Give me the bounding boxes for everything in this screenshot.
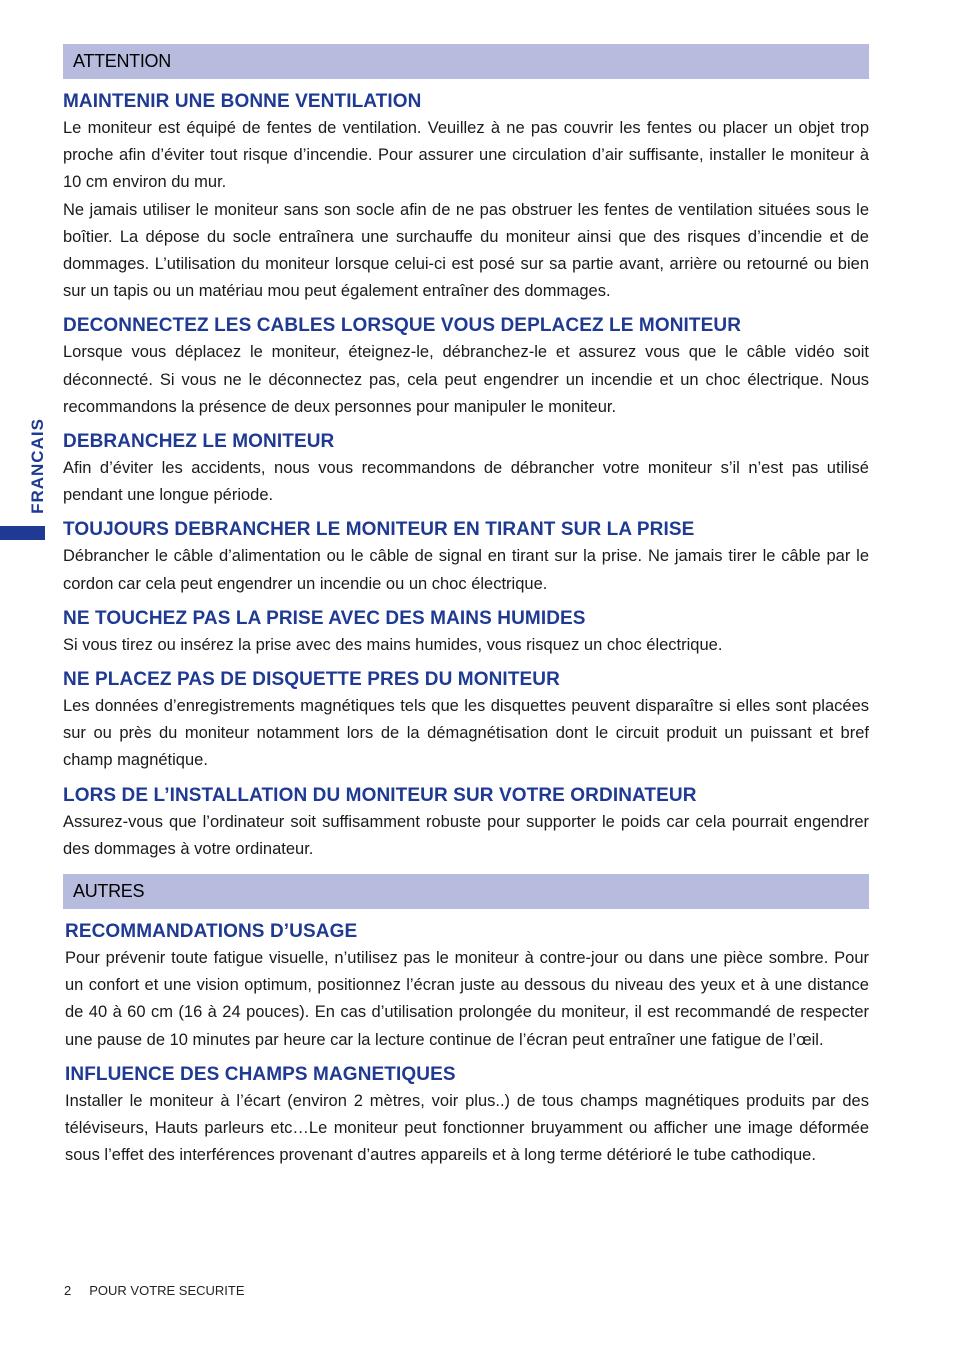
section-mains-humides <box>63 606 869 659</box>
page-footer <box>64 1283 263 1298</box>
section-prise <box>63 517 869 597</box>
autres-band: AUTRES <box>63 874 869 909</box>
page-content <box>63 44 869 1177</box>
language-tab-label: FRANCAIS <box>28 418 47 514</box>
section-heading: NE PLACEZ PAS DE DISQUETTE PRES DU MONITEUR <box>63 669 560 691</box>
language-tab-marker <box>0 526 45 540</box>
section-heading: NE TOUCHEZ PAS LA PRISE AVEC DES MAINS HUMIDES <box>63 607 586 629</box>
section-paragraph: Les données d’enregistrements magnétiques tels que les disquettes peuvent disparaître si elles sont placées sur ou près du moniteur notamment lors de la démagnétisation dont le circuit produit un puissant et bref champ magnétique. <box>63 697 869 770</box>
section-debranchez <box>63 429 869 509</box>
section-usage <box>63 919 869 1054</box>
section-heading: MAINTENIR UNE BONNE VENTILATION <box>63 91 422 112</box>
section-paragraph: Lorsque vous déplacez le moniteur, éteignez-le, débranchez-le et assurez vous que le câble vidéo soit déconnecté. Si vous ne le déconnectez pas, cela peut engendrer un incendie et un choc électrique. Nous recommandons la présence de deux personnes pour manipuler le moniteur. <box>63 343 869 416</box>
section-champs-magnetiques <box>63 1062 869 1170</box>
section-paragraph: Ne jamais utiliser le moniteur sans son socle afin de ne pas obstruer les fentes de ventilation situées sous le boîtier. La dépose du socle entraînera une surchauffe du moniteur ainsi que des risques d’incendie et de dommages. L’utilisation du moniteur lorsque celui-ci est posé sur sa partie avant, arrière ou retourné ou bien sur un tapis ou un matériau mou peut également entraîner des dommages. <box>63 200 869 301</box>
attention-band: ATTENTION <box>63 44 869 79</box>
footer-section-title: POUR VOTRE SECURITE <box>89 1283 245 1298</box>
page-number: 2 <box>64 1283 72 1298</box>
section-heading: DEBRANCHEZ LE MONITEUR <box>63 431 335 453</box>
section-heading: LORS DE L’INSTALLATION DU MONITEUR SUR VOTRE ORDINATEUR <box>63 784 697 806</box>
section-installation <box>63 783 869 863</box>
section-paragraph: Si vous tirez ou insérez la prise avec des mains humides, vous risquez un choc électrique. <box>63 635 723 654</box>
section-paragraph: Afin d’éviter les accidents, nous vous recommandons de débrancher votre moniteur s’il n’est pas utilisé pendant une longue période. <box>63 459 869 505</box>
section-disquette <box>63 667 869 775</box>
section-heading: INFLUENCE DES CHAMPS MAGNETIQUES <box>65 1063 456 1085</box>
section-paragraph: Le moniteur est équipé de fentes de ventilation. Veuillez à ne pas couvrir les fentes ou placer un objet trop proche afin d’éviter tout risque d’incendie. Pour assurer une circulation d’air suffisante, installer le moniteur à 10 cm environ du mur. <box>63 119 869 192</box>
section-paragraph: Installer le moniteur à l’écart (environ 2 mètres, voir plus..) de tous champs magnétiques produits par des téléviseurs, Hauts parleurs etc…Le moniteur peut fonctionner bruyamment ou afficher une image déformée sous l’effet des interférences provenant d’autres appareils et à long terme détérioré le tube cathodique. <box>65 1091 869 1165</box>
section-cables <box>63 313 869 421</box>
section-paragraph: Assurez-vous que l’ordinateur soit suffisamment robuste pour supporter le poids car cela pourrait engendrer des dommages à votre ordinateur. <box>63 812 869 858</box>
section-paragraph: Pour prévenir toute fatigue visuelle, n’utilisez pas le moniteur à contre-jour ou dans une pièce sombre. Pour un confort et une vision optimum, positionnez l’écran juste au dessous du niveau des yeux et à une distance de 40 à 60 cm (16 à 24 pouces). En cas d’utilisation prolongée du moniteur, il est recommandé de respecter une pause de 10 minutes par heure car la lecture continue de l’écran peut entraîner une fatigue de l’œil. <box>65 949 869 1049</box>
language-tab <box>28 414 48 518</box>
section-heading: RECOMMANDATIONS D’USAGE <box>65 921 358 943</box>
section-heading: TOUJOURS DEBRANCHER LE MONITEUR EN TIRANT SUR LA PRISE <box>63 519 695 541</box>
section-ventilation <box>63 89 869 305</box>
section-paragraph: Débrancher le câble d’alimentation ou le câble de signal en tirant sur la prise. Ne jamais tirer le câble par le cordon car cela peut engendrer un incendie ou un choc électrique. <box>63 547 869 593</box>
section-heading: DECONNECTEZ LES CABLES LORSQUE VOUS DEPLACEZ LE MONITEUR <box>63 315 742 337</box>
